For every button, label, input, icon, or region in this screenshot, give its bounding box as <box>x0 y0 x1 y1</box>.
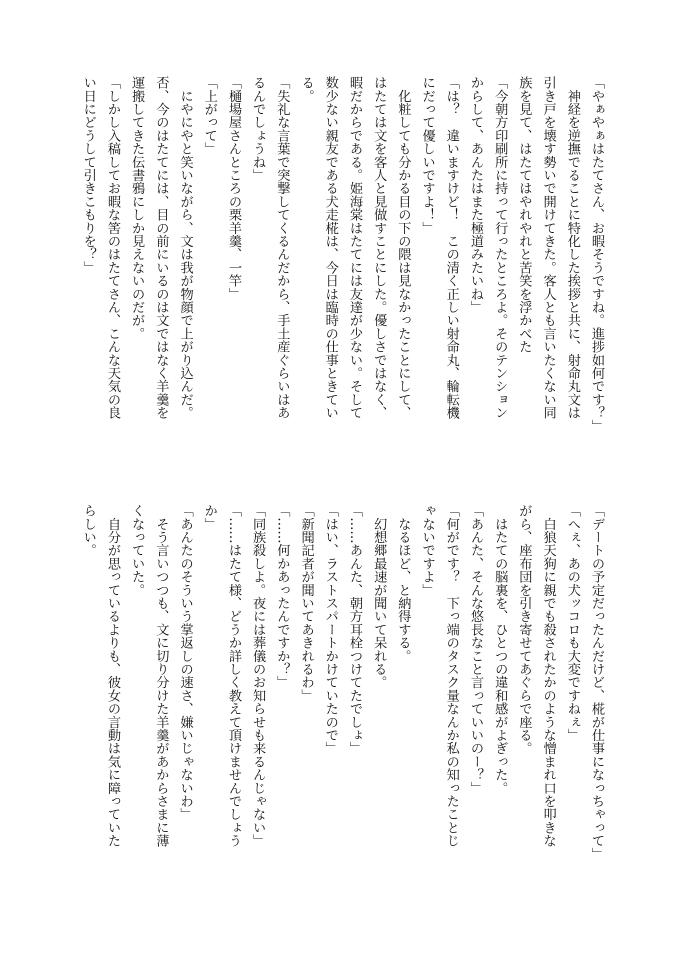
text-line: からして、あんたはまた極道みたいね」 <box>467 76 483 314</box>
text-line: 自分が思っているよりも、彼女の言動は気に障っていた <box>104 504 120 848</box>
text-line: らしい。 <box>80 504 96 557</box>
text-line: 化粧しても分かる目の下の隈は見なかったことにして、 <box>395 76 411 420</box>
text-line: 運搬してきた伝書鴉にしか見えないのだが。 <box>129 76 145 340</box>
text-line: 「……はたて様、どうか詳しく教えて頂けませんでしょう <box>225 504 241 848</box>
text-line: 「やぁやぁはたてさん、お暇そうですね。進捗如何です？」 <box>589 76 604 433</box>
text-line: い日にどうして引きこもりを？」 <box>80 76 96 274</box>
text-line: 数少ない親友である犬走椛は、今日は臨時の仕事ときてい <box>322 76 338 420</box>
text-line: にだって優しいですよ！」 <box>419 76 435 235</box>
text-line: 否、今のはたてには、目の前にいるのは文ではなく羊羹を <box>153 76 169 420</box>
text-line: 「しかし入稿してお暇な筈のはたてさん、こんな天気の良 <box>104 76 120 420</box>
lower-text-block <box>80 504 608 894</box>
text-line: なるほど、と納得する。 <box>395 504 411 663</box>
text-line: 「はい、ラストスパートかけていたので」 <box>322 504 338 755</box>
text-line: る。 <box>298 76 314 103</box>
text-line: 幻想郷最速が聞いて呆れる。 <box>371 504 387 689</box>
upper-text-block <box>80 76 608 446</box>
text-line: 族を見て、はたてはやれやれと苦笑を浮かべた <box>516 76 532 354</box>
text-line: 「上がって」 <box>201 76 217 156</box>
text-line: 神経を逆撫でることに特化した挨拶と共に、射命丸文は <box>564 76 580 420</box>
text-line: 「失礼な言葉で突撃してくるんだから、手土産ぐらいはあ <box>274 76 290 420</box>
text-line: 「……あんた、朝方耳栓つけてたでしょ」 <box>346 504 362 755</box>
text-line: 「デートの予定だったんだけど、椛が仕事になっちゃって」 <box>589 504 604 861</box>
text-line: 「あんたのそういう掌返しの速さ、嫌いじゃないわ」 <box>177 504 193 821</box>
text-line: 「同族殺しよ。夜には葬儀のお知らせも来るんじゃない」 <box>250 504 266 848</box>
text-line: くなっていた。 <box>129 504 145 597</box>
text-line: 白狼天狗に親でも殺されたかのような憎まれ口を叩きな <box>540 504 556 848</box>
text-line: はたての脳裏を、ひとつの違和感がよぎった。 <box>492 504 508 795</box>
text-line: るんでしょうね」 <box>250 76 266 182</box>
text-line: 「は？ 違いますけど！ この清く正しい射命丸、輪転機 <box>443 76 459 420</box>
text-line: 暇だからである。姫海棠はたてには友達が少ない。そして <box>346 76 362 420</box>
text-line: 「樋場屋さんところの栗羊羹、一竿」 <box>225 76 241 301</box>
text-line: 「……何かあったんですか？」 <box>274 504 290 689</box>
text-line: ゃないですよ」 <box>419 504 435 597</box>
text-line: 「新聞記者が聞いてあきれるわ」 <box>298 504 314 702</box>
text-line: 「あんた、そんな悠長なこと言っていいのー？」 <box>467 504 483 795</box>
text-line: 引き戸を壊す勢いで開けてきた。客人とも言いたくない同 <box>540 76 556 420</box>
text-line: にやにやと笑いながら、文は我が物顔で上がり込んだ。 <box>177 76 193 420</box>
text-line: はたては文を客人と見做すことにした。優しさではなく、 <box>371 76 387 420</box>
text-line: 「何がです？ 下っ端のタスク量なんか私の知ったことじ <box>443 504 459 848</box>
text-line: 「今朝方印刷所に持って行ったところよ。そのテンション <box>492 76 508 420</box>
text-line: か」 <box>201 504 217 531</box>
text-line: 「へぇ、あの犬ッコロも大変ですねぇ」 <box>564 504 580 742</box>
text-line: そう言いつつも、文に切り分けた羊羹があからさまに薄 <box>153 504 169 848</box>
text-line: がら、座布団を引き寄せてあぐらで座る。 <box>516 504 532 755</box>
